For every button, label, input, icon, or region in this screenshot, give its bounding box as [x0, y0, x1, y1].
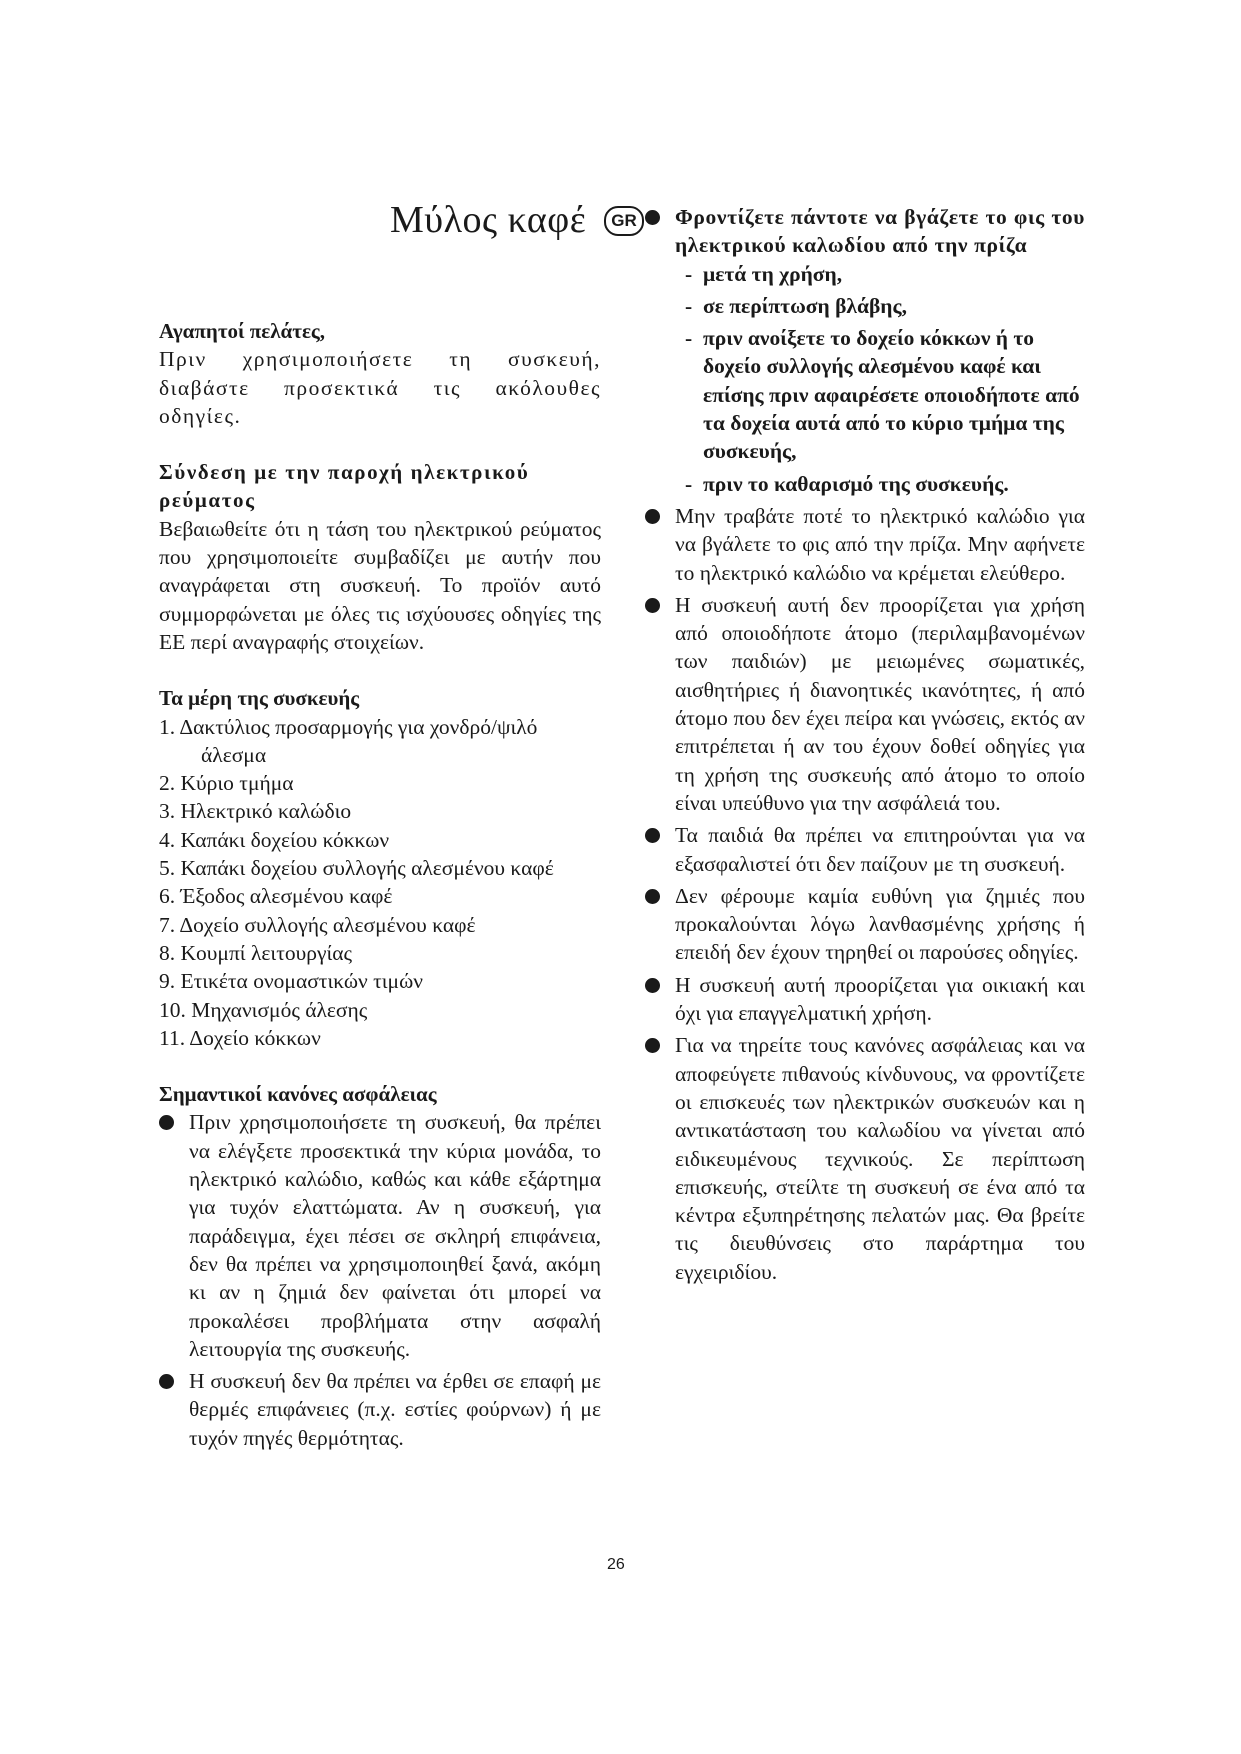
page-number: 26	[607, 1556, 625, 1573]
bullet-icon	[645, 1038, 660, 1053]
list-item: 3. Ηλεκτρικό καλώδιο	[159, 799, 352, 824]
bullet-text: Για να τηρείτε τους κανόνες ασφάλειας και να αποφεύγετε πιθανούς κίνδυνους, να φροντίζετε οι επισκευές των ηλεκτρικών συσκευών και η αντικατάσταση του καλωδίου να γίνεται από ειδικευμένους τεχνικούς. Σε περίπτωση επισκευής, στείλτε τη συσκευή σε ένα από τα κέντρα εξυπηρέτησης πελατών μας. Θα βρείτε τις διευθύνσεις στο παράρτημα του εγχειριδίου.	[675, 1033, 1085, 1284]
list-item: 5. Καπάκι δοχείου συλλογής αλεσμένου καφέ	[159, 856, 554, 881]
list-item: - μετά τη χρήση,	[685, 261, 843, 286]
bullet-icon	[645, 509, 660, 524]
safety-heading: Σημαντικοί κανόνες ασφάλειας	[159, 1082, 437, 1107]
list-item: 11. Δοχείο κόκκων	[159, 1025, 321, 1050]
bullet-icon	[645, 978, 660, 993]
intro-text: Πριν χρησιμοποιήσετε τη συσκευή, διαβάστε προσεκτικά τις ακόλουθες οδηγίες.	[159, 347, 601, 428]
bullet-icon	[645, 828, 660, 843]
list-item: 8. Κουμπί λειτουργίας	[159, 940, 353, 965]
unplug-text: Φροντίζετε πάντοτε να βγάζετε το φις του ηλεκτρικού καλωδίου από την πρίζα	[675, 205, 1085, 258]
list-item	[159, 1367, 601, 1452]
language-badge: GR	[604, 206, 644, 236]
greeting: Αγαπητοί πελάτες,	[159, 319, 326, 343]
case-text: πριν το καθαρισμό της συσκευής.	[703, 471, 1009, 496]
left-column	[159, 317, 601, 1456]
list-item: 10. Μηχανισμός άλεσης	[159, 997, 368, 1022]
unplug-cases	[675, 260, 1085, 498]
case-text: μετά τη χρήση,	[703, 261, 843, 286]
bullet-text: Η συσκευή δεν θα πρέπει να έρθει σε επαφή με θερμές επιφάνειες (π.χ. εστίες φούρνων) ή με τυχόν πηγές θερμότητας.	[189, 1369, 601, 1450]
bullet-icon	[159, 1374, 174, 1389]
parts-list	[159, 713, 601, 1053]
list-item	[159, 1108, 601, 1363]
list-item: - πριν ανοίξετε το δοχείο κόκκων ή το δοχείο συλλογής αλεσμένου καφέ και επίσης πριν αφαιρέσετε οποιοδήποτε από τα δοχεία αυτά από το κύριο τμήμα της συσκευής,	[685, 326, 1080, 464]
list-item: 7. Δοχείο συλλογής αλεσμένου καφέ	[159, 912, 476, 937]
parts-heading: Τα μέρη της συσκευής	[159, 686, 360, 711]
case-text: πριν ανοίξετε το δοχείο κόκκων ή το δοχείο συλλογής αλεσμένου καφέ και επίσης πριν αφαιρέσετε οποιοδήποτε από τα δοχεία αυτά από το κύριο τμήμα της συσκευής,	[703, 326, 1080, 464]
power-text: Βεβαιωθείτε ότι η τάση του ηλεκτρικού ρεύματος που χρησιμοποιείτε συμβαδίζει με αυτήν που αναγράφεται στη συσκευή. Το προϊόν αυτό συμμορφώνεται με όλες τις ισχύουσες οδηγίες της ΕΕ περί αναγραφής στοιχείων.	[159, 516, 601, 654]
case-text: σε περίπτωση βλάβης,	[703, 293, 907, 318]
bullet-text: Η συσκευή αυτή δεν προορίζεται για χρήση από οποιοδήποτε άτομο (περιλαμβανομένων των παιδιών) με μειωμένες σωματικές, αισθητήριες ή διανοητικές ικανότητες, ή από άτομο που δεν έχει πείρα και γνώσεις, εκτός αν επιτρέπεται ή αν του έχουν δοθεί οδηγίες για τη χρήση της συσκευής από άτομο το οποίο είναι υπεύθυνο για την ασφάλειά του.	[675, 592, 1085, 815]
bullet-icon	[159, 1115, 174, 1130]
list-item	[645, 882, 1085, 967]
list-item	[645, 591, 1085, 817]
list-item: 6. Έξοδος αλεσμένου καφέ	[159, 884, 393, 909]
list-item: 4. Καπάκι δοχείου κόκκων	[159, 827, 390, 852]
bullet-text: Η συσκευή αυτή προορίζεται για οικιακή και όχι για επαγγελματική χρήση.	[675, 972, 1085, 1026]
bullet-text: Μην τραβάτε ποτέ το ηλεκτρικό καλώδιο για να βγάλετε το φις από την πρίζα. Μην αφήνετε το ηλεκτρικό καλώδιο να κρέμεται ελεύθερο.	[675, 503, 1085, 585]
list-item: 1. Δακτύλιος προσαρμογής για χονδρό/ψιλό άλεσμα	[159, 714, 538, 767]
list-item: 2. Κύριο τμήμα	[159, 771, 294, 796]
list-item: 9. Ετικέτα ονομαστικών τιμών	[159, 969, 423, 994]
list-item	[645, 1031, 1085, 1286]
page-title: Μύλος καφέ	[390, 199, 587, 241]
safety-list-right	[645, 203, 1085, 1286]
bullet-text: Πριν χρησιμοποιήσετε τη συσκευή, θα πρέπει να ελέγξετε προσεκτικά την κύρια μονάδα, το ηλεκτρικό καλώδιο, καθώς και κάθε εξάρτημα για τυχόν ελαττώματα. Αν η συσκευή, για παράδειγμα, έχει πέσει σε σκληρή επιφάνεια, δεν θα πρέπει να χρησιμοποιηθεί ξανά, ακόμη κι αν η ζημιά δεν φαίνεται ότι μπορεί να προκαλέσει προβλήματα στην ασφαλή λειτουργία της συσκευής.	[189, 1110, 601, 1361]
bullet-icon	[645, 889, 660, 904]
bullet-text: Τα παιδιά θα πρέπει να επιτηρούνται για να εξασφαλιστεί ότι δεν παίζουν με τη συσκευή.	[675, 823, 1085, 876]
list-item: - πριν το καθαρισμό της συσκευής.	[685, 471, 1009, 496]
bullet-text: Δεν φέρουμε καμία ευθύνη για ζημιές που προκαλούνται λόγω λανθασμένης χρήσης ή επειδή δεν έχουν τηρηθεί οι παρούσες οδηγίες.	[675, 883, 1085, 965]
right-column	[645, 203, 1085, 1290]
bullet-icon	[645, 210, 660, 225]
list-item	[645, 502, 1085, 587]
list-item	[645, 203, 1085, 498]
power-heading: Σύνδεση με την παροχή ηλεκτρικού ρεύματος	[159, 460, 530, 513]
safety-list-left	[159, 1108, 601, 1452]
list-item	[645, 971, 1085, 1028]
bullet-icon	[645, 598, 660, 613]
list-item: - σε περίπτωση βλάβης,	[685, 293, 907, 318]
list-item	[645, 821, 1085, 878]
